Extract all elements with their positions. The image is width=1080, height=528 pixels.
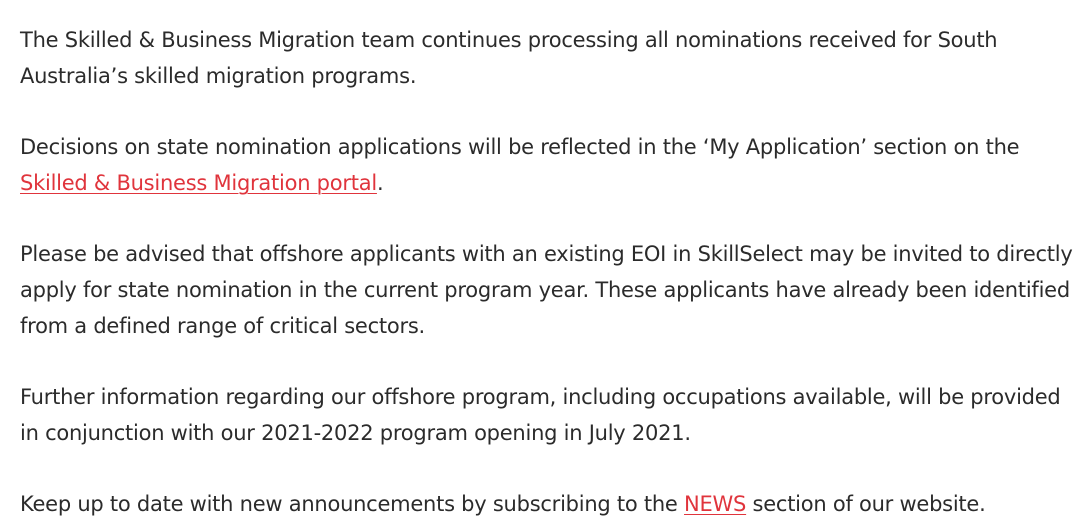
paragraph-processing-text: The Skilled & Business Migration team continues processing all nominations received for South Australia’s skilled migration programs. (20, 28, 998, 88)
paragraph-offshore-applicants-text: Please be advised that offshore applicants with an existing EOI in SkillSelect may be invited to directly apply for state nomination in the current program year. These applicants have already been identified from a defined range of critical sectors. (20, 242, 1073, 338)
paragraph-news (20, 486, 1078, 522)
paragraph-offshore-applicants (20, 236, 1078, 344)
paragraph-news-end: section of our website. (746, 492, 986, 516)
paragraph-news-text: Keep up to date with new announcements by subscribing to the (20, 492, 685, 516)
paragraph-offshore-program (20, 379, 1078, 451)
paragraph-decisions-text: Decisions on state nomination applications will be reflected in the ‘My Application’ section on the (20, 135, 1020, 159)
paragraph-decisions (20, 129, 1078, 201)
portal-link[interactable]: Skilled & Business Migration portal (20, 171, 377, 195)
paragraph-offshore-program-text: Further information regarding our offshore program, including occupations available, will be provided in conjunction with our 2021-2022 program opening in July 2021. (20, 385, 1061, 445)
announcement-body (20, 22, 1078, 522)
paragraph-processing (20, 22, 1078, 94)
paragraph-decisions-end: . (376, 171, 384, 195)
news-link[interactable]: NEWS (684, 492, 747, 516)
